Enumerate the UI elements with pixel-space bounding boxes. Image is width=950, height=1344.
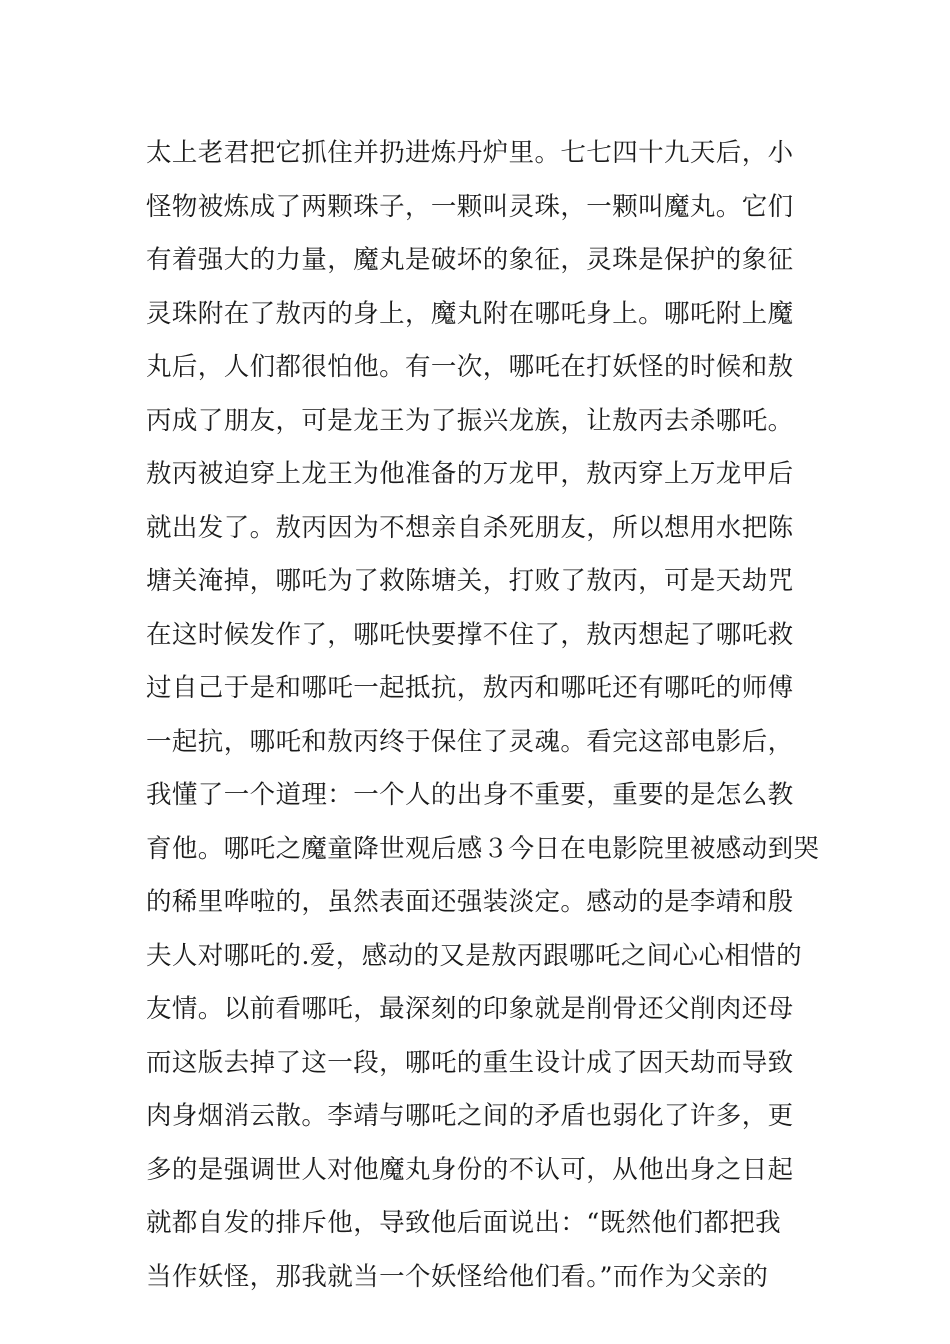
text-line: 肉身烟消云散。李靖与哪吒之间的矛盾也弱化了许多，更 (146, 1101, 794, 1131)
text-line: 灵珠附在了敖丙的身上，魔丸附在哪吒身上。哪吒附上魔 (146, 298, 794, 329)
text-line: 多的是强调世人对他魔丸身份的不认可，从他出身之日起 (146, 1154, 794, 1185)
text-line: 就都自发的排斥他，导致他后面说出：“既然他们都把我 (146, 1208, 782, 1238)
text-line: 过自己于是和哪吒一起抵抗，敖丙和哪吒还有哪吒的师傅 (146, 673, 794, 703)
text-line: 塘关淹掉，哪吒为了救陈塘关，打败了敖丙，可是天劫咒 (146, 566, 794, 596)
text-line: 就出发了。敖丙因为不想亲自杀死朋友，所以想用水把陈 (146, 512, 794, 543)
text-line: 怪物被炼成了两颗珠子，一颗叫灵珠，一颗叫魔丸。它们 (146, 191, 794, 222)
text-line: 当作妖怪，那我就当一个妖怪给他们看。”而作为父亲的 (146, 1261, 769, 1292)
text-line: 友情。以前看哪吒，最深刻的印象就是削骨还父削肉还母 (146, 994, 794, 1024)
body-text (146, 127, 826, 1304)
text-line: 丙成了朋友，可是龙王为了振兴龙族，让敖丙去杀哪吒。 (146, 405, 794, 436)
text-line: 的稀里哗啦的，虽然表面还强装淡定。感动的是李靖和殷 (146, 887, 794, 917)
text-line: 在这时候发作了，哪吒快要撑不住了，敖丙想起了哪吒救 (146, 619, 794, 650)
text-line: 夫人对哪吒的.爱，感动的又是敖丙跟哪吒之间心心相惜的 (146, 940, 803, 971)
text-line: 丸后，人们都很怕他。有一次，哪吒在打妖怪的时候和敖 (146, 352, 794, 382)
text-line: 我懂了一个道理：一个人的出身不重要，重要的是怎么教 (146, 780, 794, 810)
text-line: 而这版去掉了这一段，哪吒的重生设计成了因天劫而导致 (146, 1047, 794, 1078)
text-line: 有着强大的力量，魔丸是破坏的象征，灵珠是保护的象征 (146, 245, 794, 275)
text-line: 太上老君把它抓住并扔进炼丹炉里。七七四十九天后，小 (146, 138, 794, 168)
text-line: 敖丙被迫穿上龙王为他准备的万龙甲，敖丙穿上万龙甲后 (146, 459, 794, 489)
text-line: 育他。哪吒之魔童降世观后感３今日在电影院里被感动到哭 (146, 833, 820, 864)
text-line: 一起抗，哪吒和敖丙终于保住了灵魂。看完这部电影后， (146, 726, 794, 757)
